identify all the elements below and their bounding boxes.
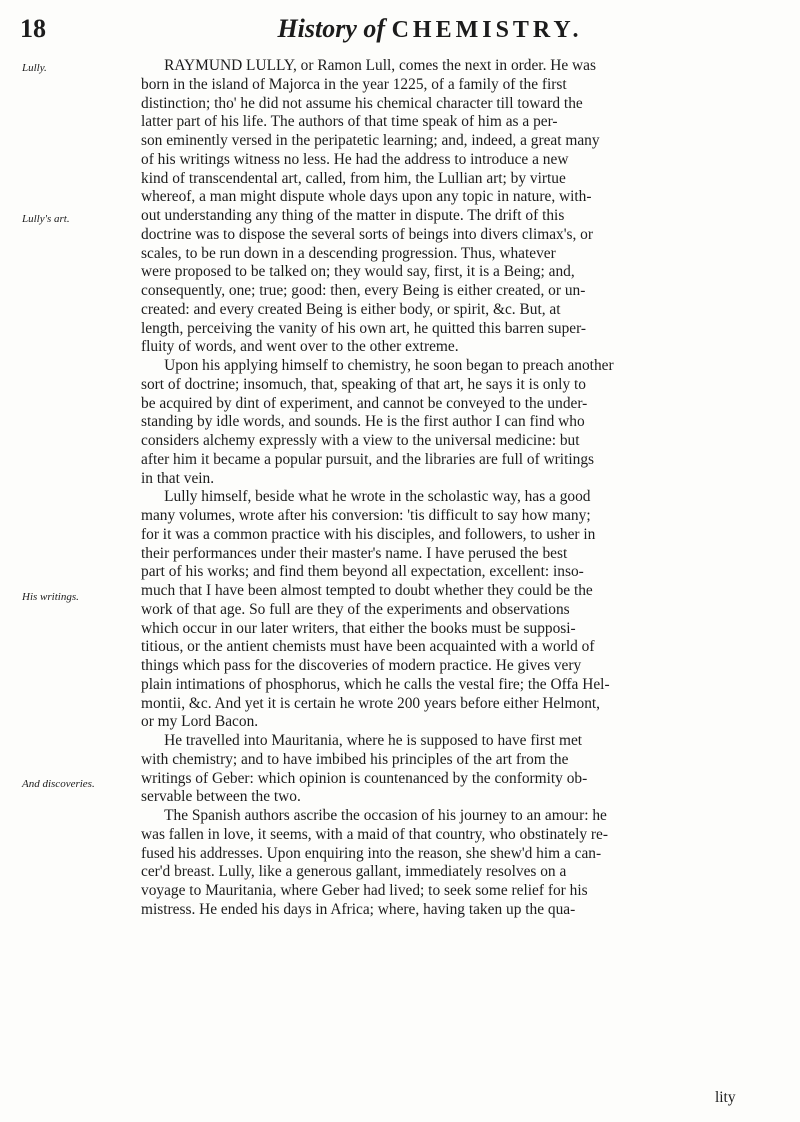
- text-line: servable between the two.: [141, 788, 301, 806]
- marginal-note-discoveries: And discoveries.: [22, 778, 95, 790]
- text-line: writings of Geber: which opinion is countenanced by the conformity ob-: [141, 769, 588, 787]
- paragraph: [141, 488, 753, 732]
- text-line: cer'd breast. Lully, like a generous gallant, immediately resolves on a: [141, 863, 567, 881]
- text-line: in that vein.: [141, 469, 215, 487]
- text-line: RAYMUND LULLY, or Ramon Lull, comes the next in order. He was: [164, 57, 596, 74]
- text-line: their performances under their master's name. I have perused the best: [141, 544, 568, 562]
- text-line: things which pass for the discoveries of modern practice. He gives very: [141, 657, 582, 674]
- marginal-note-writings: His writings.: [22, 591, 79, 603]
- paragraph: [141, 807, 753, 920]
- text-line: with chemistry; and to have imbibed his principles of the art from the: [141, 750, 569, 768]
- page-number: 18: [20, 14, 46, 43]
- text-line: part of his works; and find them beyond all expectation, excellent: inso-: [141, 563, 584, 581]
- marginal-note-lully: Lully.: [22, 62, 47, 74]
- text-line: was fallen in love, it seems, with a maid of that country, who obstinately re-: [141, 825, 609, 843]
- text-line: scales, to be run down in a descending progression. Thus, whatever: [141, 244, 556, 262]
- text-line: of his writings witness no less. He had the address to introduce a new: [141, 150, 569, 168]
- text-line: fused his addresses. Upon enquiring into the reason, she shew'd him a can-: [141, 844, 602, 862]
- paragraph: [141, 357, 753, 488]
- text-line: considers alchemy expressly with a view to the universal medicine: but: [141, 432, 580, 449]
- text-line: kind of transcendental art, called, from him, the Lullian art; by virtue: [141, 169, 566, 187]
- text-line: fluity of words, and went over to the other extreme.: [141, 338, 459, 356]
- text-line: mistress. He ended his days in Africa; where, having taken up the qua-: [141, 900, 576, 918]
- text-line: for it was a common practice with his disciples, and followers, to usher in: [141, 525, 596, 543]
- text-line: out understanding any thing of the matter in dispute. The drift of this: [141, 207, 565, 224]
- paragraph: [141, 732, 753, 807]
- text-line: or my Lord Bacon.: [141, 713, 259, 731]
- text-line: plain intimations of phosphorus, which he calls the vestal fire; the Offa Hel-: [141, 675, 610, 693]
- paragraph: [141, 57, 753, 357]
- text-line: consequently, one; true; good: then, every Being is either created, or un-: [141, 282, 586, 299]
- text-line: Lully himself, beside what he wrote in the scholastic way, has a good: [164, 488, 591, 506]
- text-line: latter part of his life. The authors of that time speak of him as a per-: [141, 113, 558, 131]
- text-line: voyage to Mauritania, where Geber had lived; to seek some relief for his: [141, 882, 588, 899]
- text-line: whereof, a man might dispute whole days upon any topic in nature, with-: [141, 188, 592, 206]
- running-head-title: History of: [277, 14, 386, 43]
- text-line: standing by idle words, and sounds. He is the first author I can find who: [141, 413, 585, 431]
- text-line: sort of doctrine; insomuch, that, speaking of that art, he says it is only to: [141, 375, 586, 393]
- text-line: created: and every created Being is either body, or spirit, &c. But, at: [141, 300, 561, 318]
- text-line: He travelled into Mauritania, where he is supposed to have first met: [164, 732, 583, 749]
- text-line: Upon his applying himself to chemistry, he soon began to preach another: [164, 357, 614, 374]
- marginal-note-lullys-art: Lully's art.: [22, 213, 70, 225]
- text-line: work of that age. So full are they of the experiments and observations: [141, 600, 570, 618]
- text-line: be acquired by dint of experiment, and cannot be conveyed to the under-: [141, 394, 588, 412]
- text-line: son eminently versed in the peripatetic learning; and, indeed, a great many: [141, 132, 600, 149]
- text-line: were proposed to be talked on; they would say, first, it is a Being; and,: [141, 263, 575, 281]
- text-line: montii, &c. And yet it is certain he wrote 200 years before either Helmont,: [141, 694, 601, 712]
- text-line: many volumes, wrote after his conversion: 'tis difficult to say how many;: [141, 507, 591, 524]
- text-line: after him it became a popular pursuit, and the libraries are full of writings: [141, 450, 595, 468]
- text-line: The Spanish authors ascribe the occasion of his journey to an amour: he: [164, 807, 607, 824]
- body-text: [141, 57, 753, 920]
- text-line: which occur in our later writers, that either the books must be supposi-: [141, 619, 576, 637]
- text-line: distinction; tho' he did not assume his chemical character till toward the: [141, 94, 583, 112]
- text-line: length, perceiving the vanity of his own art, he quitted this barren super-: [141, 319, 587, 337]
- running-head: [170, 14, 690, 44]
- catchword: lity: [715, 1089, 736, 1106]
- running-head-subject: CHEMISTRY.: [391, 17, 583, 43]
- text-line: born in the island of Majorca in the year 1225, of a family of the first: [141, 75, 567, 93]
- text-line: titious, or the antient chemists must have been acquainted with a world of: [141, 638, 595, 656]
- text-line: much that I have been almost tempted to doubt whether they could be the: [141, 582, 593, 599]
- text-line: doctrine was to dispose the several sorts of beings into divers climax's, or: [141, 225, 594, 243]
